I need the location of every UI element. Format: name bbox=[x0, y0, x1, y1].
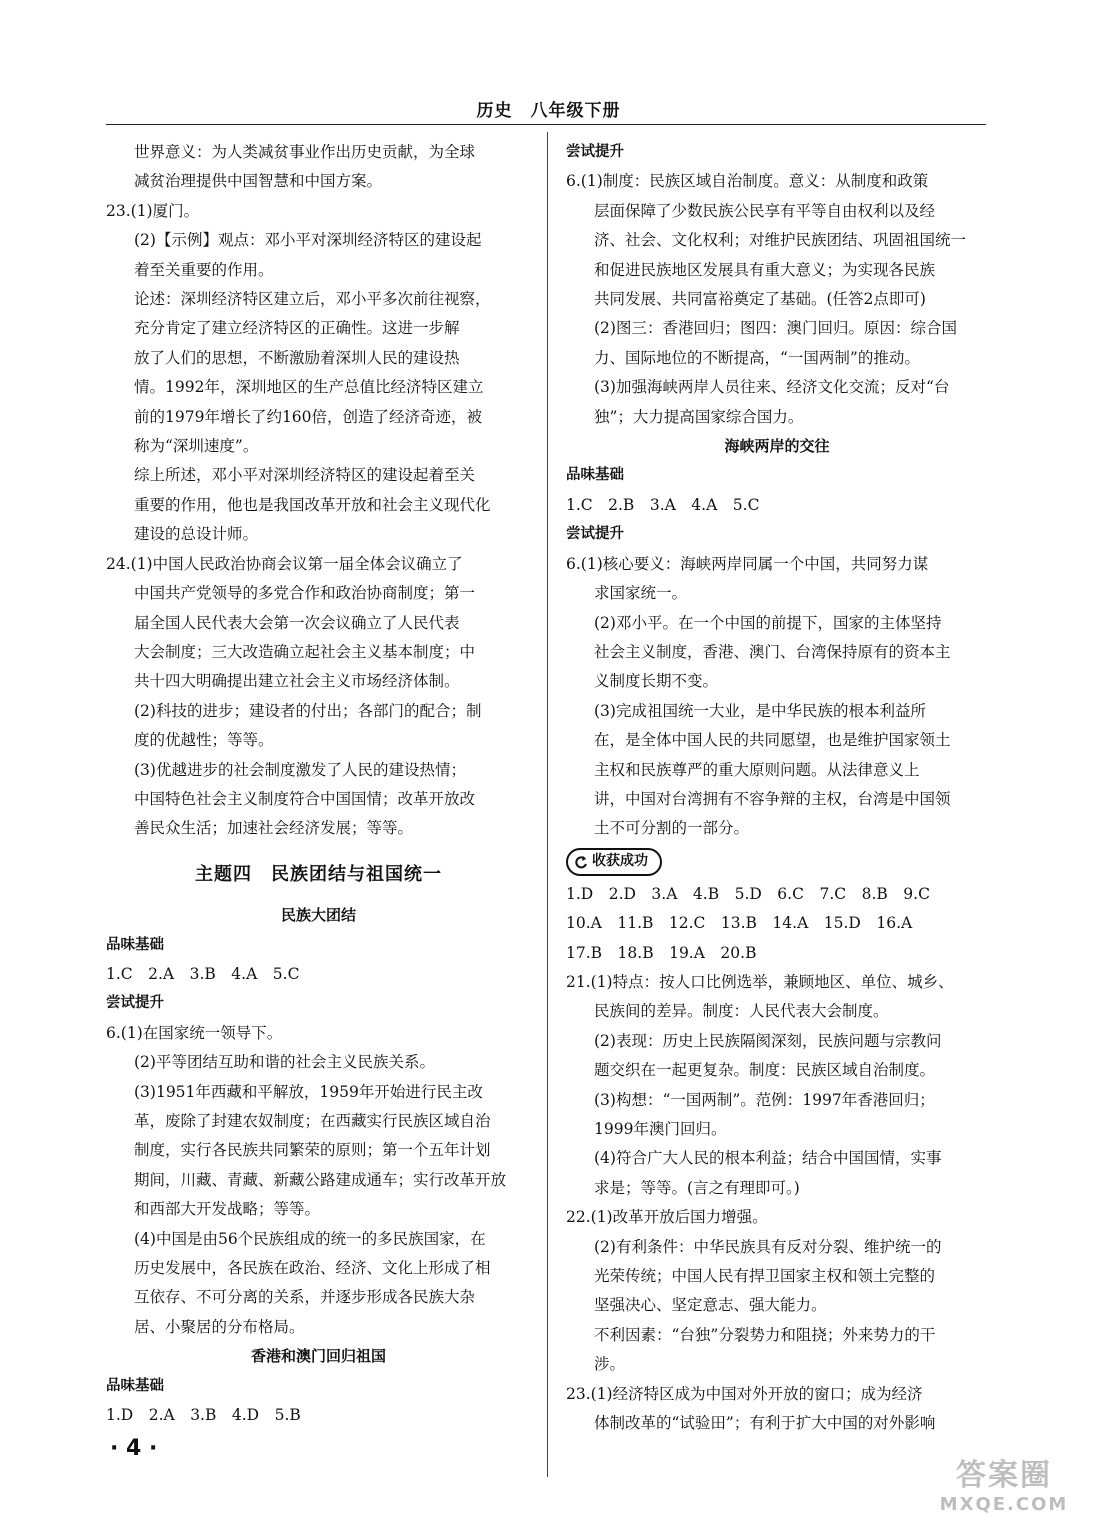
header-rule bbox=[106, 124, 986, 125]
answer-line: 共十四大明确提出建立社会主义市场经济体制。 bbox=[134, 672, 460, 691]
section-label: 品味基础 bbox=[566, 467, 624, 484]
watermark-domain: MXQE.COM bbox=[939, 1494, 1069, 1515]
left-column bbox=[106, 138, 531, 1430]
answer-line: 互依存、不可分离的关系，并逐步形成各民族大杂 bbox=[134, 1288, 476, 1307]
answer-line: 6.(1)核心要义：海峡两岸同属一个中国，共同努力谋 bbox=[566, 554, 929, 573]
answer-line: (3)优越进步的社会制度激发了人民的建设热情； bbox=[134, 760, 466, 779]
answer-line: 23.(1)厦门。 bbox=[106, 201, 200, 220]
answer-line: (4)中国是由56个民族组成的统一的多民族国家，在 bbox=[134, 1229, 486, 1248]
answer-line: (3)构想：“一国两制”。范例：1997年香港回归； bbox=[594, 1090, 935, 1109]
answer-line: 论述：深圳经济特区建立后，邓小平多次前往视察， bbox=[134, 290, 491, 309]
harvest-success-label: 收获成功 bbox=[592, 853, 648, 870]
answer-line: 济、社会、文化权利；对维护民族团结、巩固祖国统一 bbox=[594, 231, 967, 250]
answer-line: 中国特色社会主义制度符合中国国情；改革开放改 bbox=[134, 789, 476, 808]
right-column-part-a bbox=[566, 138, 988, 844]
answer-line: 充分肯定了建立经济特区的正确性。这进一步解 bbox=[134, 319, 460, 338]
answer-line: 情。1992年，深圳地区的生产总值比经济特区建立 bbox=[134, 378, 484, 397]
harvest-success-row bbox=[566, 848, 988, 878]
answer-line: 土不可分割的一部分。 bbox=[594, 819, 750, 838]
answer-line: (3)加强海峡两岸人员往来、经济文化交流；反对“台 bbox=[594, 378, 950, 397]
answer-line: 涉。 bbox=[594, 1355, 626, 1374]
page-header-title: 历史 八年级下册 bbox=[476, 101, 621, 121]
answer-line: 题交织在一起更复杂。制度：民族区域自治制度。 bbox=[594, 1061, 936, 1080]
answer-line: 在，是全体中国人民的共同愿望，也是维护国家领土 bbox=[594, 731, 951, 750]
column-divider bbox=[547, 132, 548, 1477]
answer-line: 善民众生活；加速社会经济发展；等等。 bbox=[134, 819, 414, 838]
answer-line: 1999年澳门回归。 bbox=[594, 1120, 727, 1138]
answer-line: 讲，中国对台湾拥有不容争辩的主权，台湾是中国领 bbox=[594, 789, 951, 808]
answer-line: 减贫治理提供中国智慧和中国方案。 bbox=[134, 172, 383, 191]
answer-line: 综上所述，邓小平对深圳经济特区的建设起着至关 bbox=[134, 466, 476, 485]
answer-line: 共同发展、共同富裕奠定了基础。(任答2点即可) bbox=[594, 290, 926, 309]
curl-arrow-icon bbox=[574, 855, 588, 869]
answer-line: 1.D 2.A 3.B 4.D 5.B bbox=[106, 1406, 301, 1425]
answer-line: 历史发展中，各民族在政治、经济、文化上形成了相 bbox=[134, 1259, 491, 1278]
answer-line: (2)邓小平。在一个中国的前提下，国家的主体坚持 bbox=[594, 613, 942, 632]
answer-line: 层面保障了少数民族公民享有平等自由权利以及经 bbox=[594, 201, 936, 220]
answer-line: 度的优越性；等等。 bbox=[134, 731, 274, 750]
answer-line: 1.D 2.D 3.A 4.B 5.D 6.C 7.C 8.B 9.C bbox=[566, 884, 930, 903]
answer-line: (3)完成祖国统一大业，是中华民族的根本利益所 bbox=[594, 701, 926, 720]
answer-line: 1.C 2.B 3.A 4.A 5.C bbox=[566, 495, 760, 514]
answer-line: 22.(1)改革开放后国力增强。 bbox=[566, 1208, 768, 1227]
answer-line: (2)科技的进步；建设者的付出；各部门的配合；制 bbox=[134, 701, 482, 720]
answer-line: 体制改革的“试验田”；有利于扩大中国的对外影响 bbox=[594, 1414, 936, 1433]
answer-line: (2)【示例】观点：邓小平对深圳经济特区的建设起 bbox=[134, 231, 482, 250]
section-label: 尝试提升 bbox=[566, 144, 624, 160]
answer-line: 重要的作用，他也是我国改革开放和社会主义现代化 bbox=[134, 495, 491, 514]
answer-line: (2)有利条件：中华民族具有反对分裂、维护统一的 bbox=[594, 1237, 942, 1256]
answer-line: 21.(1)特点：按人口比例选举，兼顾地区、单位、城乡、 bbox=[566, 972, 954, 991]
answer-line: 和促进民族地区发展具有重大意义；为实现各民族 bbox=[594, 260, 936, 279]
answer-line: 独”；大力提高国家综合国力。 bbox=[594, 407, 804, 426]
answer-line: 主权和民族尊严的重大原则问题。从法律意义上 bbox=[594, 760, 920, 779]
answer-line: 中国共产党领导的多党合作和政治协商制度；第一 bbox=[134, 584, 476, 603]
answer-line: 革，废除了封建农奴制度；在西藏实行民族区域自治 bbox=[134, 1112, 491, 1130]
answer-line: 着至关重要的作用。 bbox=[134, 260, 274, 279]
answer-line: 6.(1)在国家统一领导下。 bbox=[106, 1023, 283, 1042]
answer-line: 称为“深圳速度”。 bbox=[134, 437, 259, 456]
answer-line: (3)1951年西藏和平解放，1959年开始进行民主改 bbox=[134, 1082, 483, 1101]
answer-line: 光荣传统；中国人民有捍卫国家主权和领土完整的 bbox=[594, 1267, 936, 1286]
answer-line: 6.(1)制度：民族区域自治制度。意义：从制度和政策 bbox=[566, 172, 929, 191]
answer-line: 不利因素：“台独”分裂势力和阻挠；外来势力的干 bbox=[594, 1325, 936, 1344]
answer-line: (2)平等团结互助和谐的社会主义民族关系。 bbox=[134, 1053, 435, 1072]
answer-line: 和西部大开发战略；等等。 bbox=[134, 1200, 321, 1219]
right-column-part-b bbox=[566, 880, 988, 1439]
answer-line: 求国家统一。 bbox=[594, 584, 688, 603]
site-watermark bbox=[929, 1458, 1079, 1524]
watermark-logo-text: 答案圈 bbox=[956, 1458, 1052, 1493]
section-label: 尝试提升 bbox=[566, 526, 624, 543]
answer-line: 力、国际地位的不断提高，“一国两制”的推动。 bbox=[594, 348, 920, 367]
answer-line: 义制度长期不变。 bbox=[594, 672, 719, 691]
right-column bbox=[566, 138, 988, 1438]
answer-line: (2)图三：香港回归；图四：澳门回归。原因：综合国 bbox=[594, 319, 957, 338]
answer-line: 放了人们的思想，不断激励着深圳人民的建设热 bbox=[134, 348, 460, 367]
answer-line: 23.(1)经济特区成为中国对外开放的窗口；成为经济 bbox=[566, 1384, 923, 1403]
answer-line: (2)表现：历史上民族隔阂深刻，民族问题与宗教问 bbox=[594, 1031, 942, 1050]
answer-line: 求是；等等。(言之有理即可。) bbox=[594, 1178, 800, 1197]
answer-line: 制度，实行各民族共同繁荣的原则；第一个五年计划 bbox=[134, 1141, 491, 1160]
answer-line: 世界意义：为人类减贫事业作出历史贡献，为全球 bbox=[134, 143, 476, 161]
answer-line: 10.A 11.B 12.C 13.B 14.A 15.D 16.A bbox=[566, 914, 913, 933]
answer-line: 民族间的差异。制度：人民代表大会制度。 bbox=[594, 1002, 889, 1021]
page-number: · 4 · bbox=[110, 1436, 158, 1461]
answer-line: 前的1979年增长了约160倍，创造了经济奇迹，被 bbox=[134, 407, 483, 426]
answer-line: 17.B 18.B 19.A 20.B bbox=[566, 943, 757, 962]
section-label: 尝试提升 bbox=[106, 995, 164, 1012]
section-label: 品味基础 bbox=[106, 936, 164, 953]
answer-line: 社会主义制度，香港、澳门、台湾保持原有的资本主 bbox=[594, 642, 951, 661]
answer-line: 届全国人民代表大会第一次会议确立了人民代表 bbox=[134, 613, 460, 632]
answer-line: 大会制度；三大改造确立起社会主义基本制度；中 bbox=[134, 642, 476, 661]
answer-line: 建设的总设计师。 bbox=[134, 525, 259, 544]
answer-line: 居、小聚居的分布格局。 bbox=[134, 1317, 305, 1336]
lesson-heading: 香港和澳门回归祖国 bbox=[250, 1347, 386, 1366]
answer-line: 1.C 2.A 3.B 4.A 5.C bbox=[106, 964, 300, 983]
answer-line: 24.(1)中国人民政治协商会议第一届全体会议确立了 bbox=[106, 554, 463, 573]
answer-line: (4)符合广大人民的根本利益；结合中国国情，实事 bbox=[594, 1149, 942, 1168]
section-label: 品味基础 bbox=[106, 1377, 164, 1394]
answer-line: 坚强决心、坚定意志、强大能力。 bbox=[594, 1296, 827, 1315]
lesson-heading: 海峡两岸的交往 bbox=[724, 437, 830, 456]
answer-line: 期间，川藏、青藏、新藏公路建成通车；实行改革开放 bbox=[134, 1170, 507, 1189]
lesson-heading: 民族大团结 bbox=[280, 906, 356, 925]
topic-heading: 主题四 民族团结与祖国统一 bbox=[195, 863, 442, 885]
harvest-success-badge bbox=[566, 848, 662, 876]
